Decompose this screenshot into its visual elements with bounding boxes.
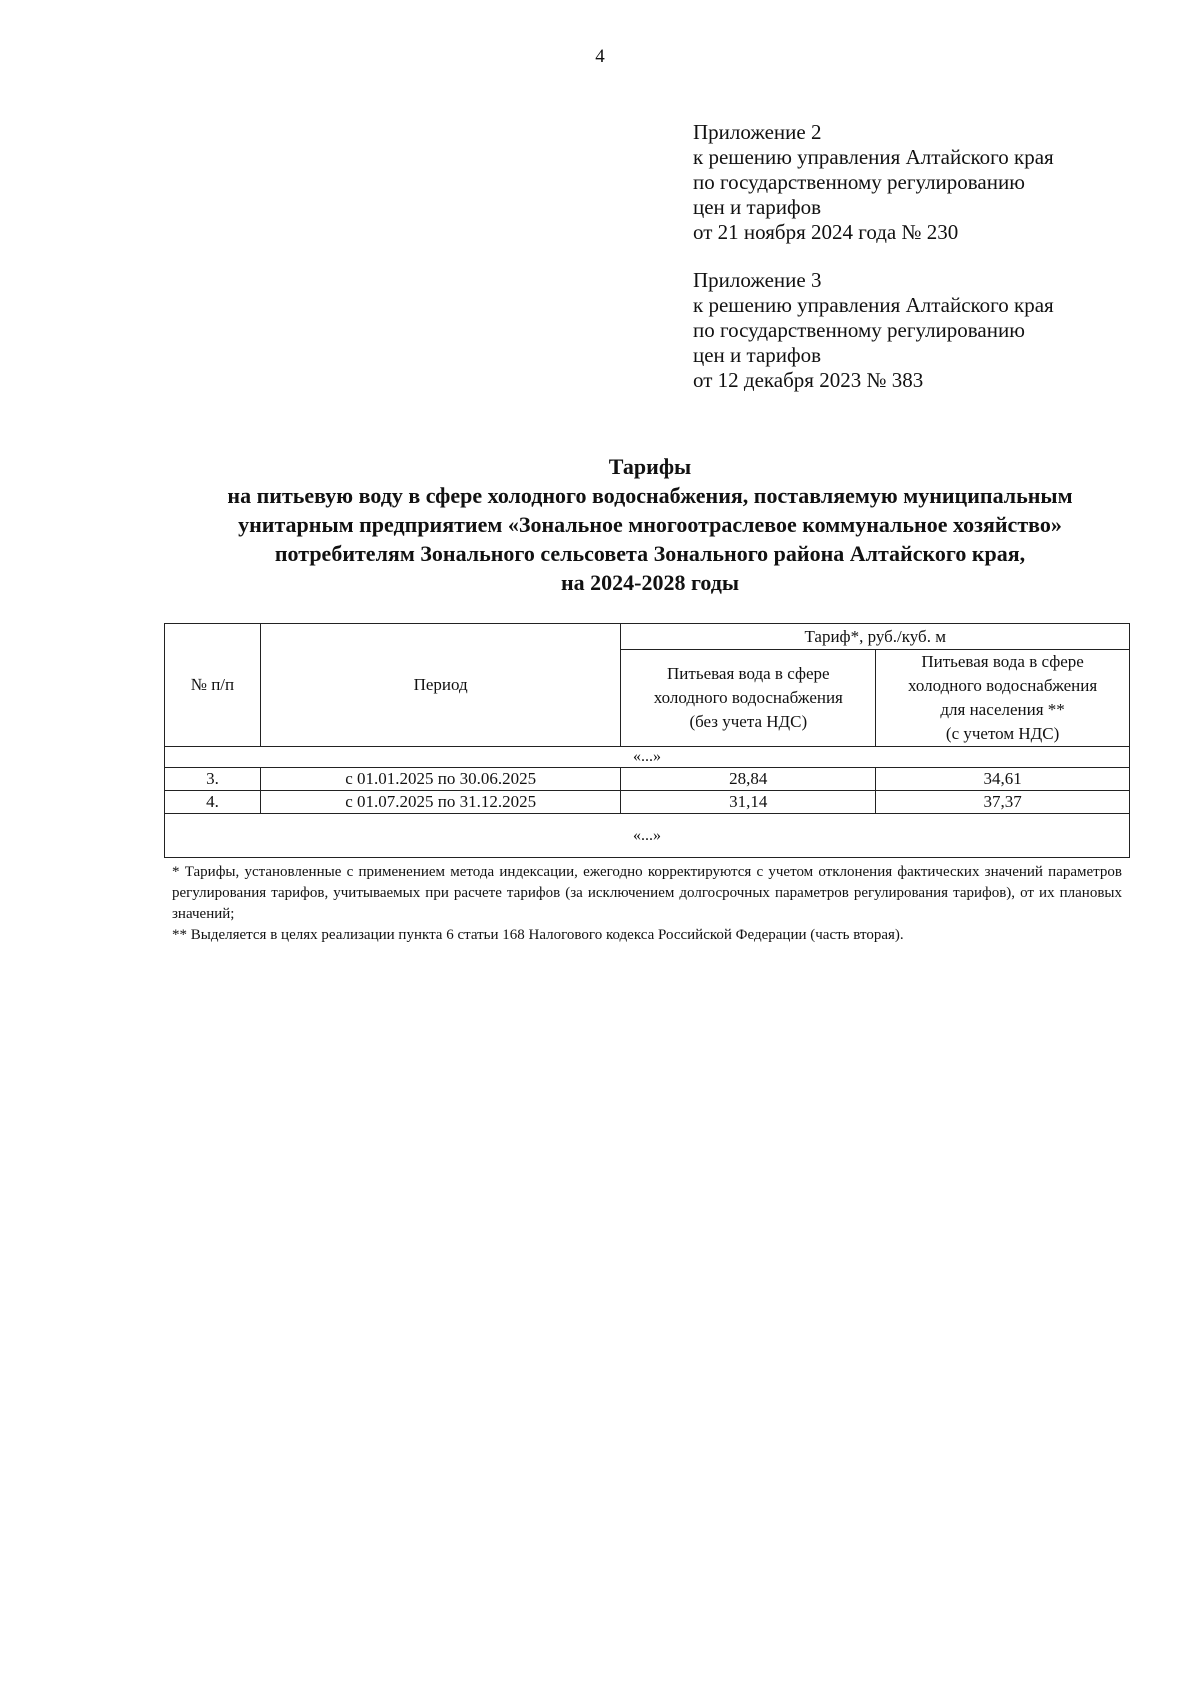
footnote-1: * Тарифы, установленные с применением метода индексации, ежегодно корректируются с учетом отклонения фактических значений параметров регулирования тарифов, учитываемых при расчете тарифов (за исключением долгосрочных параметров регулирования тарифов), от их плановых значений; [172,864,1122,922]
header-num: № п/п [165,624,261,747]
table-row [165,768,1130,791]
title-line: унитарным предприятием «Зональное многоотраслевое коммунальное хозяйство» [238,512,1062,537]
appendix-2-line: к решению управления Алтайского края [693,145,1054,169]
ellipsis-row: «...» [165,747,1130,768]
appendix-3-line: по государственному регулированию [693,318,1025,342]
header-with-vat-line: (с учетом НДС) [945,724,1060,743]
appendix-2-line: от 21 ноября 2024 года № 230 [693,220,959,244]
row-num: 3. [165,768,261,791]
footnotes [172,862,1122,946]
row-period: с 01.07.2025 по 31.12.2025 [260,791,621,814]
header-with-vat-line: Питьевая вода в сфере [921,652,1084,671]
row-no-vat: 31,14 [621,791,876,814]
header-no-vat-line: (без учета НДС) [689,712,808,731]
row-with-vat: 34,61 [876,768,1130,791]
row-period: с 01.01.2025 по 30.06.2025 [260,768,621,791]
tariff-table [164,623,1130,858]
title-line: на 2024-2028 годы [560,570,740,595]
row-num: 4. [165,791,261,814]
header-with-vat-line: холодного водоснабжения [908,676,1098,695]
header-no-vat-line: холодного водоснабжения [653,688,843,707]
header-with-vat [876,650,1130,747]
appendix-2-line: цен и тарифов [693,195,822,219]
appendix-2-line: по государственному регулированию [693,170,1025,194]
appendix-3-line: к решению управления Алтайского края [693,293,1054,317]
header-tariff: Тариф*, руб./куб. м [621,624,1130,650]
row-no-vat: 28,84 [621,768,876,791]
table-row [165,791,1130,814]
appendix-2-line: Приложение 2 [693,120,822,144]
appendix-2-header [693,120,1163,245]
header-period: Период [260,624,621,747]
document-title [90,452,1200,597]
appendix-3-header [693,268,1163,393]
header-no-vat [621,650,876,747]
header-no-vat-line: Питьевая вода в сфере [667,664,830,683]
row-with-vat: 37,37 [876,791,1130,814]
title-line: потребителям Зонального сельсовета Зонального района Алтайского края, [274,541,1026,566]
title-line: на питьевую воду в сфере холодного водоснабжения, поставляемую муниципальным [227,483,1073,508]
footnote-2: ** Выделяется в целях реализации пункта 6 статьи 168 Налогового кодекса Российской Федерации (часть вторая). [172,927,904,943]
ellipsis-row-end: «...» [165,814,1130,858]
page-number: 4 [595,46,605,67]
appendix-3-line: от 12 декабря 2023 № 383 [693,368,924,392]
header-with-vat-line: для населения ** [940,700,1065,719]
title-line: Тарифы [608,454,692,479]
appendix-3-line: цен и тарифов [693,343,822,367]
appendix-3-line: Приложение 3 [693,268,822,292]
